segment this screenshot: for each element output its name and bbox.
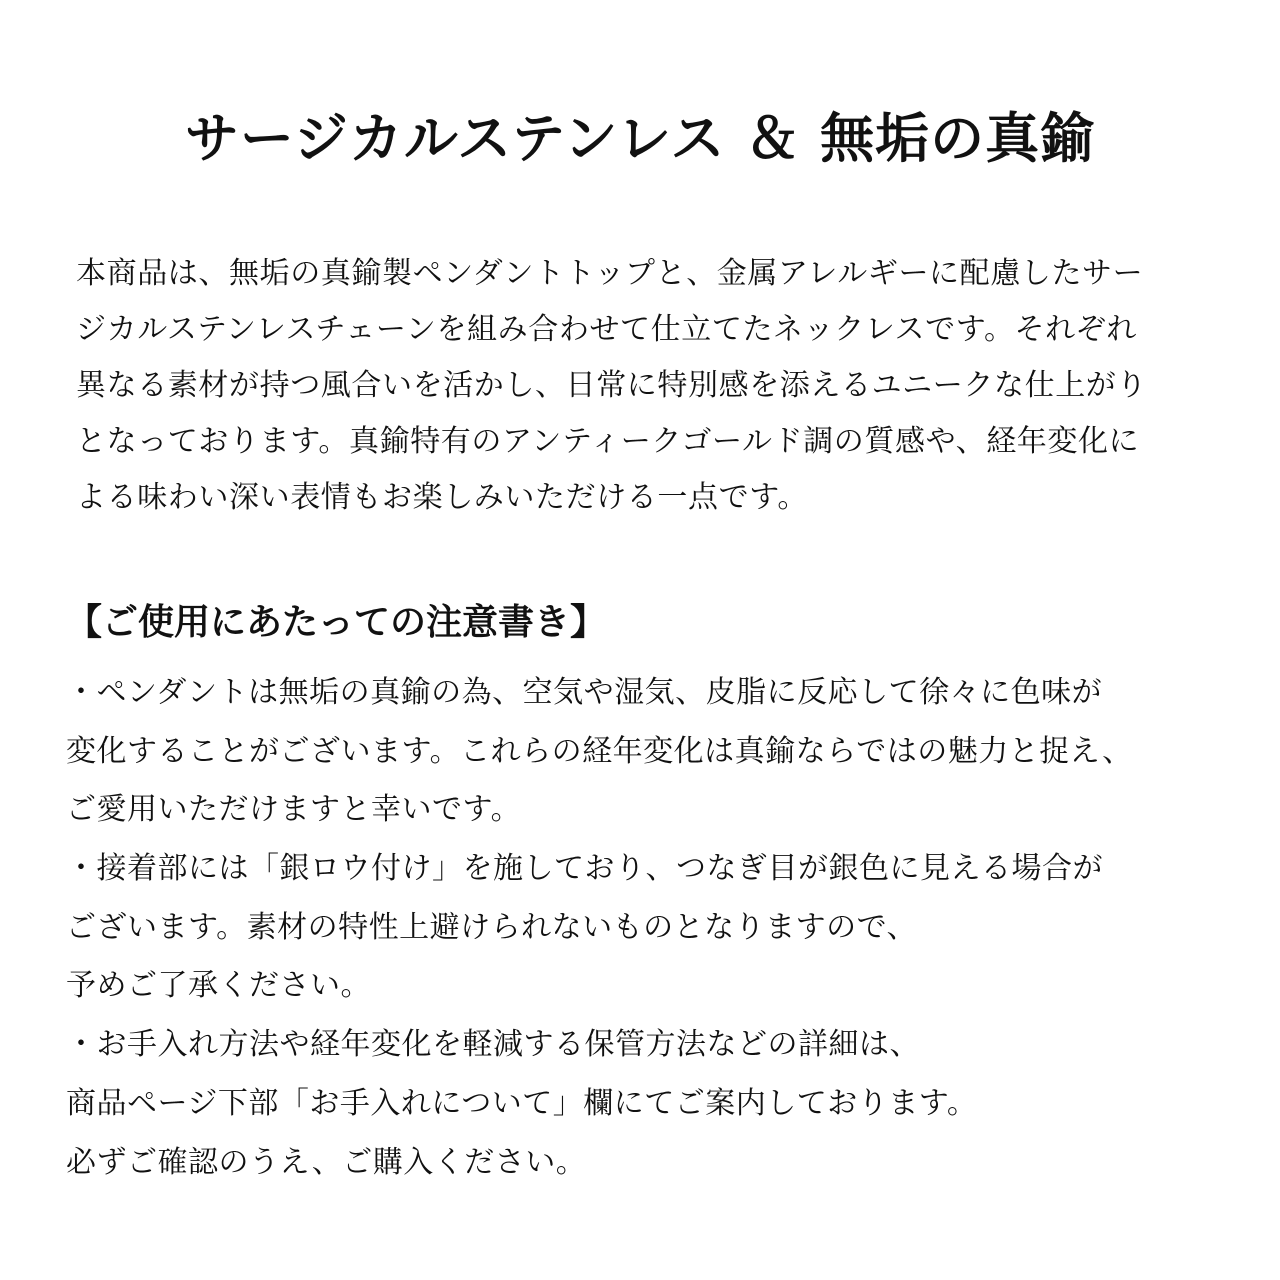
intro-line: よる味わい深い表情もお楽しみいただける一点です。 <box>76 480 808 515</box>
intro-line: となっております。真鍮特有のアンティークゴールド調の質感や、経年変化に <box>76 424 1140 459</box>
notes-line: ・お手入れ方法や経年変化を軽減する保管方法などの詳細は、 <box>66 1027 920 1063</box>
intro-paragraph <box>76 246 1226 526</box>
notes-line: 商品ページ下部「お手入れについて」欄にてご案内しております。 <box>66 1085 978 1121</box>
notes-line: ご愛用いただけますと幸いです。 <box>66 792 522 828</box>
notes-line: 予めご了承ください。 <box>66 968 371 1004</box>
notes-heading: 【ご使用にあたっての注意書き】 <box>66 601 607 643</box>
notes-line: ・ペンダントは無垢の真鍮の為、空気や湿気、皮脂に反応して徐々に色味が <box>66 675 1103 710</box>
notes-line: ございます。素材の特性上避けられないものとなりますので、 <box>66 909 917 945</box>
intro-line: ジカルステンレスチェーンを組み合わせて仕立てたネックレスです。それぞれ <box>76 312 1137 347</box>
notes-line: 変化することがございます。これらの経年変化は真鍮ならではの魅力と捉え、 <box>66 733 1133 769</box>
intro-line: 異なる素材が持つ風合いを活かし、日常に特別感を添えるユニークな仕上がり <box>76 368 1147 403</box>
notes-list <box>66 664 1256 1192</box>
notes-line: 必ずご確認のうえ、ご購入ください。 <box>66 1144 587 1180</box>
page-title: サージカルステンレス ＆ 無垢の真鍮 <box>184 106 1096 170</box>
notes-line: ・接着部には「銀ロウ付け」を施しており、つなぎ目が銀色に見える場合が <box>66 851 1103 887</box>
intro-line: 本商品は、無垢の真鍮製ペンダントトップと、金属アレルギーに配慮したサー <box>76 256 1144 291</box>
